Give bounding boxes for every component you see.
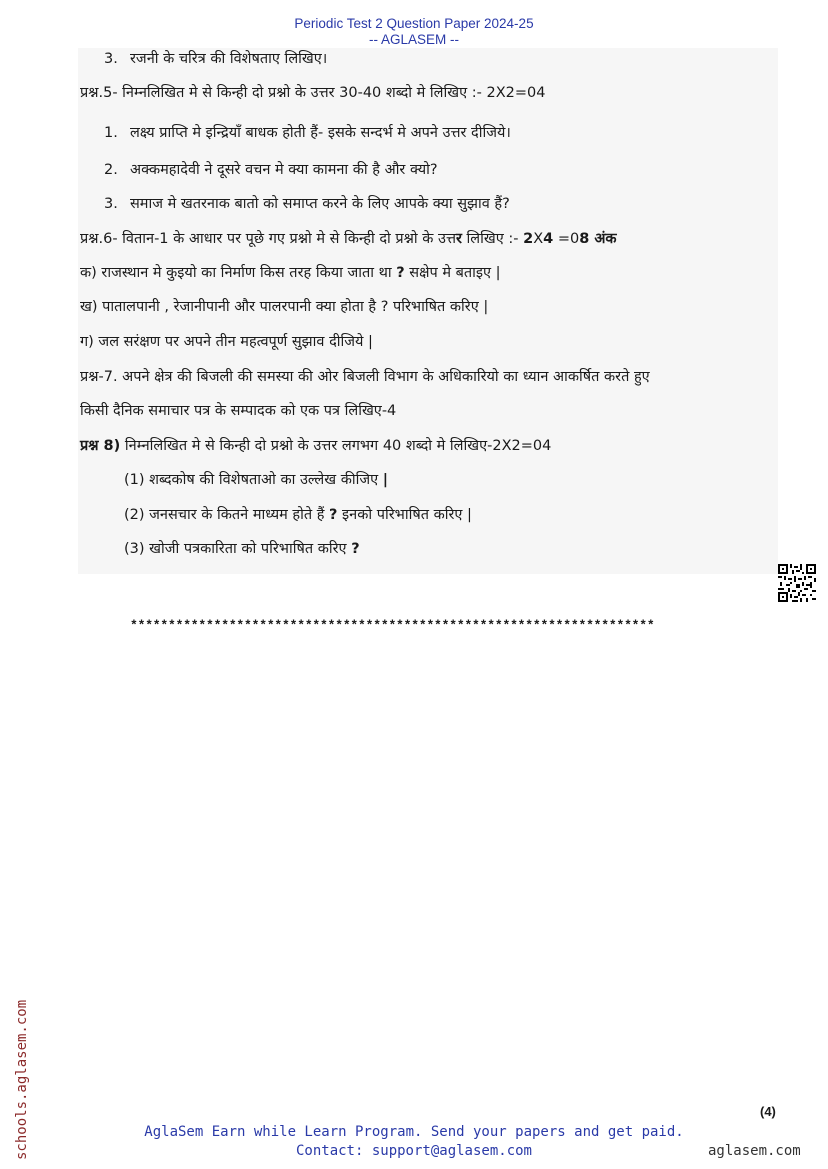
q6-marks-b: 4	[543, 231, 554, 247]
q5-item-3-number: 3.	[104, 196, 118, 212]
q8-item-2-rest: इनको परिभाषित करिए |	[337, 507, 472, 523]
q6-marks-c: 8 अंक	[579, 231, 617, 247]
q7-line-1: प्रश्न-7. अपने क्षेत्र की बिजली की समस्या की ओर बिजली विभाग के अधिकारियो का ध्यान आकर्षित करते हुए	[80, 369, 650, 385]
q8-item-2-text: जनसचार के कितने माध्यम होते हैं	[144, 507, 330, 523]
page-header	[0, 16, 828, 48]
q5-item-1-number: 1.	[104, 125, 118, 141]
q5-item-1	[104, 123, 511, 143]
q8-heading	[80, 436, 551, 456]
q6-heading-r: र	[455, 231, 462, 247]
q5-heading: प्रश्न.5- निम्नलिखित मे से किन्ही दो प्रश्नो के उत्तर 30-40 शब्दो मे लिखिए :- 2X2=04	[80, 85, 546, 101]
q6-item-ga: ग) जल सरंक्षण पर अपने तीन महत्वपूर्ण सुझाव दीजिये |	[80, 334, 373, 350]
q5-item-2	[104, 160, 438, 180]
q5-item-2-text: अक्कमहादेवी ने दूसरे वचन मे क्या कामना की है और क्यो?	[130, 162, 438, 178]
q8-item-2	[124, 505, 472, 525]
q8-item-3	[124, 539, 360, 559]
q7-line-2: किसी दैनिक समाचार पत्र के सम्पादक को एक पत्र लिखिए-4	[80, 403, 397, 419]
q6-item-ka	[80, 263, 501, 283]
paper-title: Periodic Test 2 Question Paper 2024-25	[294, 16, 534, 31]
footer-promo: AglaSem Earn while Learn Program. Send your papers and get paid.	[144, 1124, 684, 1140]
q6-item-ka-qmark: ?	[396, 265, 405, 281]
q5-item-3-text: समाज मे खतरनाक बातो को समाप्त करने के लिए आपके क्या सुझाव हैं?	[130, 196, 510, 212]
q8-item-3-text: खोजी पत्रकारिता को परिभाषित करिए	[144, 541, 352, 557]
q8-item-1-text: शब्दकोष की विशेषताओ का उल्लेख कीजिए	[144, 472, 383, 488]
q5-item-1-text: लक्ष्य प्राप्ति मे इन्द्रियाँ बाधक होती हैं- इसके सन्दर्भ मे अपने उत्तर दीजिये।	[130, 125, 511, 141]
footer-site: aglasem.com	[708, 1143, 801, 1159]
q4-item-3-text: रजनी के चरित्र की विशेषताए लिखिए।	[130, 51, 328, 67]
footer-contact: Contact: support@aglasem.com	[295, 1143, 532, 1159]
q5-item-2-number: 2.	[104, 162, 118, 178]
q8-item-1-number: (1)	[124, 472, 145, 488]
q8-item-3-qmark: ?	[351, 541, 360, 557]
q6-item-ka-rest: सक्षेप मे बताइए |	[404, 265, 501, 281]
q5-item-3	[104, 194, 510, 214]
q8-item-1-end: |	[382, 472, 389, 488]
q8-item-3-number: (3)	[124, 541, 145, 557]
end-divider: *********************************************************************	[130, 618, 655, 633]
q6-marks-eq: =0	[553, 231, 580, 247]
page-number: (4)	[760, 1104, 776, 1119]
q4-item-3-number: 3.	[104, 51, 118, 67]
q8-item-2-qmark: ?	[329, 507, 338, 523]
q6-marks-a: 2	[523, 231, 534, 247]
qr-code-icon	[778, 564, 816, 602]
q6-heading-instruction: लिखिए :-	[461, 231, 524, 247]
q8-item-2-number: (2)	[124, 507, 145, 523]
q8-item-1	[124, 470, 388, 490]
q6-item-ka-text: क) राजस्थान मे कुइयो का निर्माण किस तरह किया जाता था	[80, 265, 397, 281]
paper-subtitle: -- AGLASEM --	[368, 32, 459, 47]
q6-heading	[80, 229, 617, 249]
q8-heading-text: निम्नलिखित मे से किन्ही दो प्रश्नो के उत्तर लगभग 40 शब्दो मे लिखिए-2X2=04	[120, 438, 552, 454]
q6-marks-x: X	[533, 231, 544, 247]
vertical-watermark: schools.aglasem.com	[14, 999, 30, 1160]
q6-item-kha: ख) पातालपानी , रेजानीपानी और पालरपानी क्या होता है ? परिभाषित करिए |	[80, 299, 489, 315]
q4-item-3	[104, 49, 327, 69]
q6-heading-text: प्रश्न.6- वितान-1 के आधार पर पूछे गए प्रश्नो मे से किन्ही दो प्रश्नो के उत्त	[80, 231, 456, 247]
q8-label: प्रश्न 8)	[80, 438, 121, 454]
